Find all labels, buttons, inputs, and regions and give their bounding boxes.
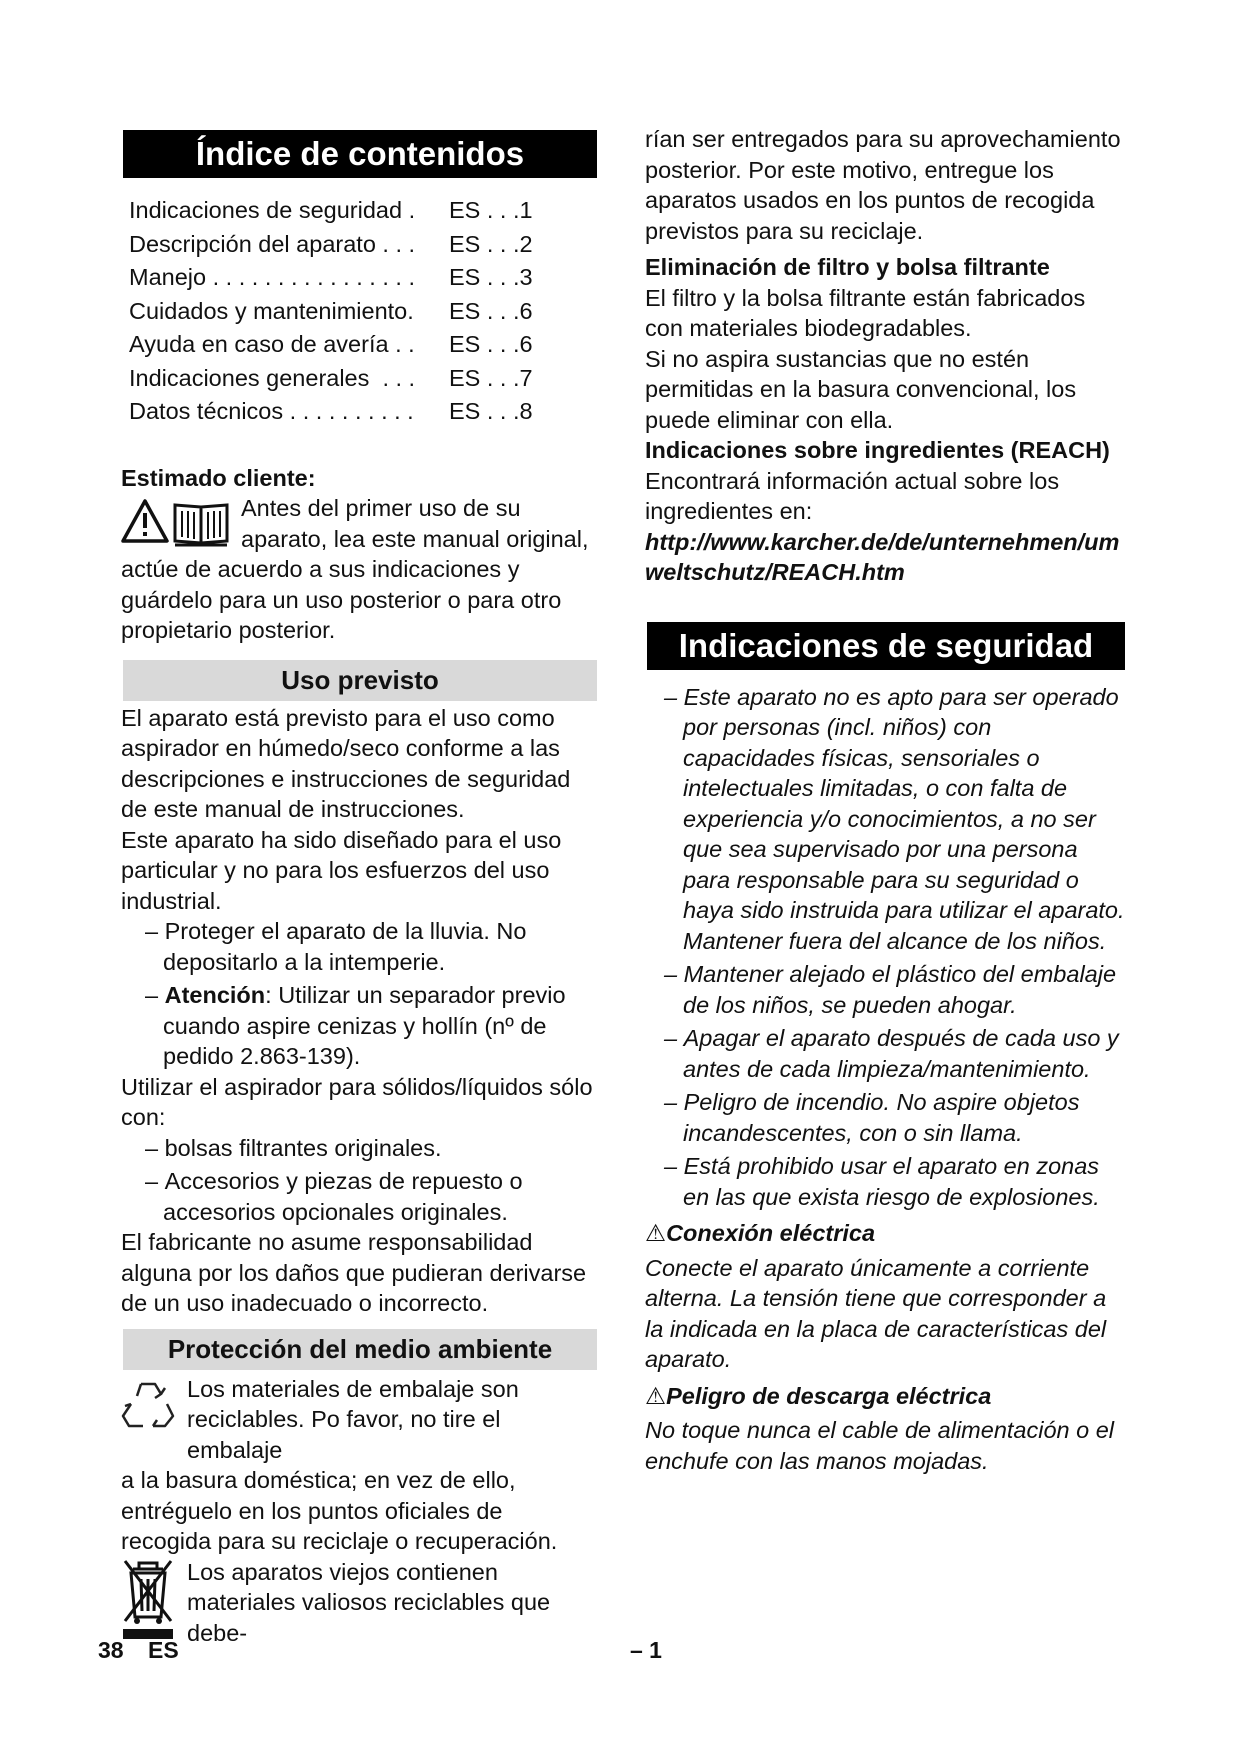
- table-of-contents: [129, 194, 597, 429]
- toc-entry[interactable]: Cuidados y mantenimiento. ES . . .6: [129, 297, 533, 324]
- conexion-paragraph: Conecte el aparato únicamente a corriente alterna. La tensión tiene que corresponder a la indicada en la placa de características del aparato.: [645, 1254, 1107, 1372]
- filtro-heading: Eliminación de filtro y bolsa filtrante: [645, 254, 1050, 280]
- weee-text: Los aparatos viejos contienen materiales valiosos reciclables que debe-: [187, 1558, 551, 1646]
- toc-entry[interactable]: Ayuda en caso de avería . . ES . . .6: [129, 331, 533, 357]
- safety-item: – Este aparato no es apto para ser operado por personas (incl. niños) con capacidades físicas, sensoriales o intelectuales limitadas, o con falta de experiencia y/o conocimientos, a no ser que sea supervisado por una persona para responsable para su seguridad o haya sido instruida para utilizar el aparato. Mantener fuera del alcance de los niños.: [645, 682, 1125, 957]
- intro-text-continued: actúe de acuerdo a sus indicaciones y guárdelo para un uso posterior o para otro propietario posterior.: [121, 556, 562, 643]
- uso-paragraph: El fabricante no asume responsabilidad alguna por los daños que pudieran derivarse de un uso inadecuado o incorrecto.: [121, 1229, 587, 1316]
- recycle-text-continued: a la basura doméstica; en vez de ello, entréguelo en los puntos oficiales de recogida para su reciclaje o recuperación.: [121, 1467, 558, 1554]
- weee-bin-icon: [121, 1557, 187, 1643]
- weee-text-continued: rían ser entregados para su aprovechamiento posterior. Por este motivo, entregue los aparatos usados en los puntos de recogida previstos para su reciclaje.: [645, 126, 1121, 244]
- uso-paragraph: Utilizar el aspirador para sólidos/líquidos sólo con:: [121, 1073, 593, 1130]
- uso-paragraph: Este aparato ha sido diseñado para el uso particular y no para los esfuerzos del uso industrial.: [121, 826, 562, 914]
- uso-list-item: – Atención: Utilizar un separador previo cuando aspire cenizas y hollín (nº de pedido 2.863-139).: [121, 980, 597, 1072]
- intro-heading: Estimado cliente:: [121, 464, 316, 491]
- recycle-notice: [121, 1374, 597, 1466]
- safety-item: – Mantener alejado el plástico del embalaje de los niños, se pueden ahogar.: [645, 959, 1125, 1020]
- uso-list-item: – Accesorios y piezas de repuesto o accesorios opcionales originales.: [121, 1166, 597, 1227]
- descarga-paragraph: No toque nunca el cable de alimentación o el enchufe con las manos mojadas.: [645, 1417, 1115, 1474]
- recycle-text: Los materiales de embalaje son reciclables. Po favor, no tire el embalaje: [187, 1375, 519, 1463]
- medio-title: Protección del medio ambiente: [123, 1329, 597, 1370]
- toc-entry[interactable]: Indicaciones generales . . . ES . . .7: [129, 364, 533, 391]
- left-column: [121, 124, 597, 1648]
- toc-entry[interactable]: Descripción del aparato . . . ES . . .2: [129, 230, 533, 257]
- safety-item: – Apagar el aparato después de cada uso y antes de cada limpieza/mantenimiento.: [645, 1023, 1125, 1084]
- warning-icon: ⚠: [645, 1382, 667, 1409]
- safety-item: – Peligro de incendio. No aspire objetos incandescentes, con o sin llama.: [645, 1087, 1125, 1148]
- seguridad-title: Indicaciones de seguridad: [647, 622, 1125, 670]
- intro-text: Antes del primer uso de su aparato, lea este manual original,: [241, 495, 589, 552]
- reach-paragraph: Encontrará información actual sobre los ingredientes en:: [645, 467, 1060, 524]
- section-page: – 1: [630, 1637, 662, 1663]
- intro-notice: [121, 493, 597, 554]
- reach-link[interactable]: http://www.karcher.de/de/unternehmen/umweltschutz/REACH.htm: [645, 528, 1120, 585]
- uso-list-item: – Proteger el aparato de la lluvia. No depositarlo a la intemperie.: [121, 916, 597, 977]
- uso-title: Uso previsto: [123, 660, 597, 701]
- warning-manual-icon: [121, 497, 241, 549]
- uso-list-item: – bolsas filtrantes originales.: [121, 1133, 597, 1164]
- descarga-heading: ⚠Peligro de descarga eléctrica: [645, 1382, 992, 1409]
- conexion-heading: ⚠Conexión eléctrica: [645, 1220, 876, 1246]
- safety-item: – Está prohibido usar el aparato en zonas en las que exista riesgo de explosiones.: [645, 1151, 1125, 1212]
- page-number: 38: [98, 1637, 124, 1663]
- weee-notice: [121, 1557, 597, 1649]
- uso-paragraph: El aparato está previsto para el uso como aspirador en húmedo/seco conforme a las descripciones e instrucciones de seguridad de este manual de instrucciones.: [121, 704, 571, 822]
- toc-entry[interactable]: Indicaciones de seguridad . ES . . .1: [129, 197, 533, 223]
- recycle-icon: [121, 1378, 187, 1430]
- filtro-paragraph: Si no aspira sustancias que no estén permitidas en la basura convencional, los puede eliminar con ella.: [645, 345, 1077, 433]
- filtro-paragraph: El filtro y la bolsa filtrante están fabricados con materiales biodegradables.: [645, 284, 1086, 341]
- warning-icon: ⚠: [645, 1220, 667, 1246]
- toc-entry[interactable]: Datos técnicos . . . . . . . . . . ES . . .8: [129, 398, 533, 424]
- reach-heading: Indicaciones sobre ingredientes (REACH): [645, 437, 1110, 463]
- toc-entry[interactable]: Manejo . . . . . . . . . . . . . . . . ES . . .3: [129, 264, 533, 290]
- language-code: ES: [148, 1637, 179, 1663]
- right-column: [645, 124, 1125, 1476]
- toc-title: Índice de contenidos: [123, 130, 597, 178]
